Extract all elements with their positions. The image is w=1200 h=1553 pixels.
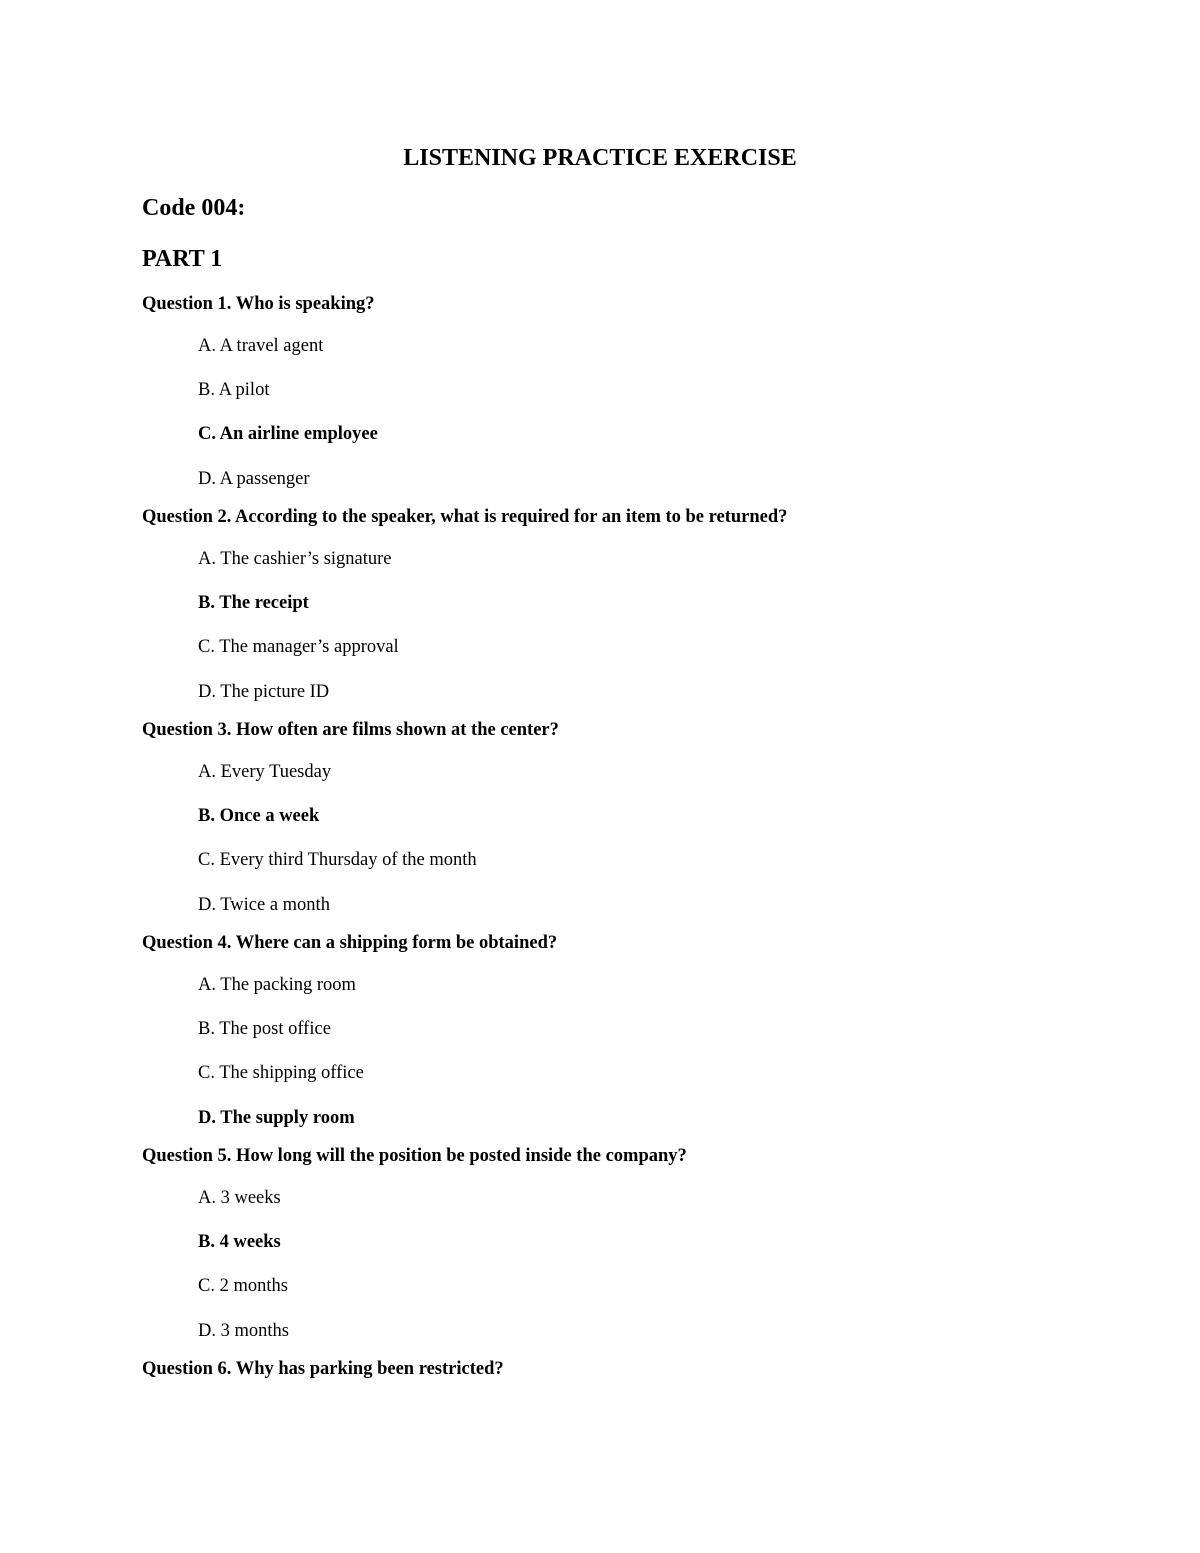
answer-option: D. 3 months [198, 1321, 289, 1341]
answer-option: D. The picture ID [198, 682, 330, 702]
answer-option: D. A passenger [198, 469, 310, 489]
question-5: Question 5. How long will the position be posted inside the company? [142, 1146, 687, 1166]
answer-option: C. 2 months [198, 1276, 288, 1296]
code-heading: Code 004: [142, 195, 246, 221]
question-3: Question 3. How often are films shown at the center? [142, 720, 559, 740]
answer-option: B. A pilot [198, 380, 270, 400]
answer-option-correct: B. 4 weeks [198, 1232, 281, 1252]
question-6: Question 6. Why has parking been restricted? [142, 1359, 504, 1379]
question-4: Question 4. Where can a shipping form be obtained? [142, 933, 558, 953]
answer-option-correct: D. The supply room [198, 1108, 355, 1128]
answer-option: A. The cashier’s signature [198, 549, 392, 569]
answer-option: B. The post office [198, 1019, 331, 1039]
answer-option: A. A travel agent [198, 336, 324, 356]
answer-option-correct: B. The receipt [198, 593, 309, 613]
question-2: Question 2. According to the speaker, what is required for an item to be returned? [142, 507, 788, 527]
answer-option: C. The manager’s approval [198, 637, 399, 657]
answer-option: A. 3 weeks [198, 1188, 281, 1208]
answer-option: A. Every Tuesday [198, 762, 332, 782]
question-list [142, 284, 1142, 1389]
answer-option-correct: B. Once a week [198, 806, 320, 826]
question-1: Question 1. Who is speaking? [142, 294, 375, 314]
document-title: LISTENING PRACTICE EXERCISE [403, 145, 797, 171]
part-heading: PART 1 [142, 246, 223, 272]
answer-option: C. Every third Thursday of the month [198, 850, 477, 870]
answer-option: A. The packing room [198, 975, 356, 995]
answer-option: D. Twice a month [198, 895, 330, 915]
answer-option: C. The shipping office [198, 1063, 364, 1083]
answer-option-correct: C. An airline employee [198, 424, 378, 444]
